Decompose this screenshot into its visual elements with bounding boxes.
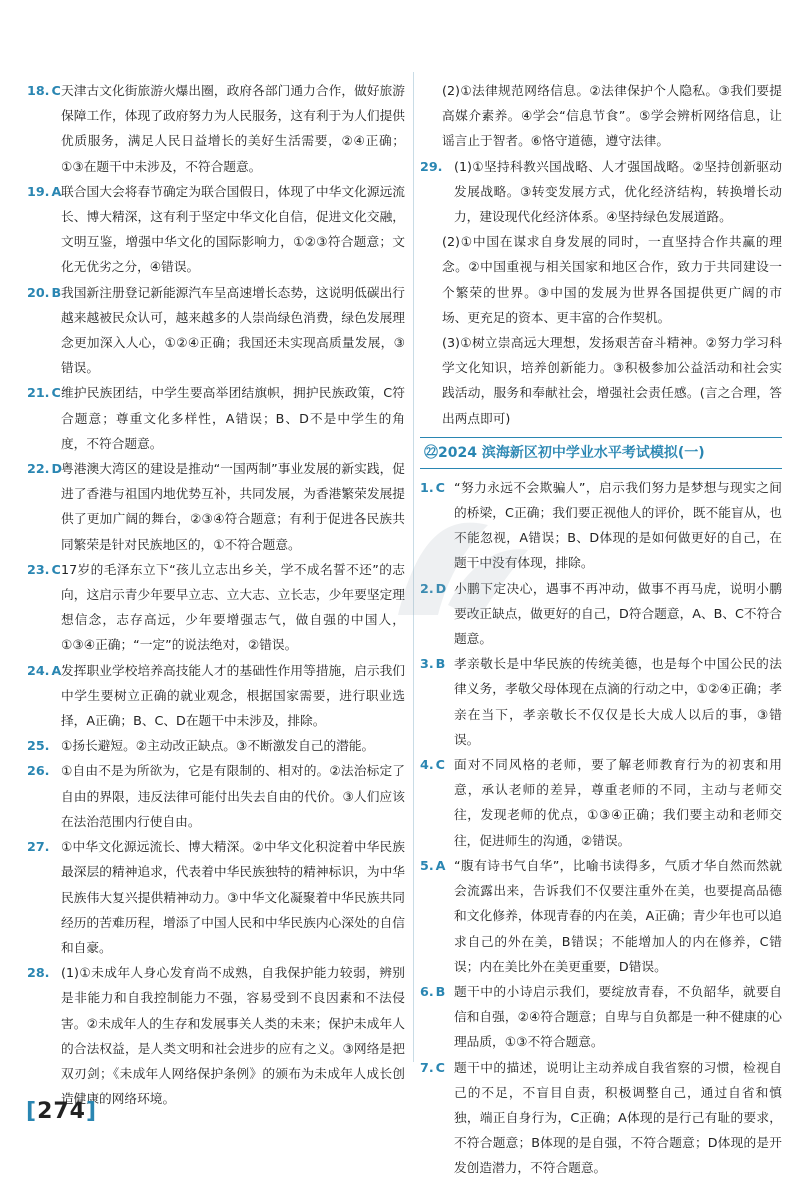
- answer-choice: A: [51, 662, 62, 678]
- answer-item-continued: [420, 330, 782, 431]
- answer-text: “腹有诗书气自华”，比喻书读得多，气质才华自然而然就会流露出来，告诉我们不仅要注重外在美，也要提高品德和文化修养，体现青春的内在美，A正确；青少年也可以追求自己的外在美，B错误；不能增加人的内在修养，C错误；内在美比外在美更重要，D错误。: [454, 857, 782, 974]
- answer-item: [420, 651, 782, 752]
- answer-choice: A: [51, 183, 62, 199]
- answer-choice: B: [435, 983, 446, 999]
- answer-choice: B: [435, 656, 446, 672]
- question-number: 18. C: [27, 83, 61, 98]
- answer-text: 题干中的描述，说明让主动养成自我省察的习惯，检视自己的不足，不盲目自责，积极调整自己，通过自省和慎独，端正自身行为，C正确；A体现的是行己有耻的要求，不符合题意；B体现的是自强，不符合题意；D体现的是开发创造潜力，不符合题意。: [454, 1059, 782, 1176]
- answer-item: [27, 834, 405, 960]
- answer-choice: C: [435, 1059, 445, 1075]
- answer-item: [27, 280, 405, 381]
- answer-text: (1)①未成年人身心发育尚不成熟，自我保护能力较弱，辨别是非能力和自我控制能力不强，容易受到不良因素和不法侵害。②未成年人的生存和发展事关人类的未来；保护未成年人的合法权益，是人类文明和社会进步的应有之义。③网络是把双刃剑；《未成年人网络保护条例》的颁布为未成年人成长创造健康的网络环境。: [61, 965, 405, 1107]
- answer-choice: D: [51, 461, 63, 477]
- answer-text: “努力永远不会欺骗人”，启示我们努力是梦想与现实之间的桥梁，C正确；我们要正视他人的评价，既不能盲从，也不能忽视，A错误；B、D体现的是如何做更好的自己，在题干中没有体现，排除。: [454, 479, 782, 571]
- question-number: 21. C: [27, 385, 61, 401]
- question-number: 19. A: [27, 183, 62, 199]
- question-number: 1. C: [420, 479, 445, 495]
- question-number: 4. C: [420, 757, 445, 773]
- answer-text: 17岁的毛泽东立下“孩儿立志出乡关，学不成名誓不还”的志向，这启示青少年要早立志、立大志、立长志，少年要坚定理想信念，志存高远，少年要增强志气，做自强的中国人，①③④正确；“一定”的说法绝对，②错误。: [61, 561, 405, 653]
- question-number: 20. B: [27, 284, 62, 300]
- answer-item: [27, 758, 405, 834]
- answer-text: 题干中的小诗启示我们，要绽放青春，不负韶华，就要自信和自强，②④符合题意；自卑与自负都是一种不健康的心理品质，①③不符合题意。: [454, 983, 782, 1050]
- question-number: 3. B: [420, 656, 446, 672]
- answer-choice: B: [51, 284, 62, 300]
- question-number: 25.: [27, 738, 50, 754]
- question-number: 6. B: [420, 983, 446, 999]
- question-number: 29.: [420, 158, 443, 174]
- answer-choice: C: [435, 479, 445, 495]
- answer-item: [420, 752, 782, 853]
- answer-item: [27, 380, 405, 456]
- answer-text: 孝亲敬长是中华民族的传统美德，也是每个中国公民的法律义务，孝敬父母体现在点滴的行动之中，①②④正确；孝亲在当下，孝亲敬长不仅仅是长大成人以后的事，③错误。: [454, 656, 782, 747]
- answer-item-continued: [420, 78, 782, 154]
- answer-choice: C: [435, 757, 445, 773]
- answer-item: [420, 475, 782, 576]
- answer-item-continued: [420, 229, 782, 330]
- answer-text: 维护民族团结，中学生要高举团结旗帜，拥护民族政策，C符合题意；尊重文化多样性，A错误；B、D不是中学生的角度，不符合题意。: [61, 385, 405, 451]
- answer-text: 联合国大会将春节确定为联合国假日，体现了中华文化源远流长、博大精深，这有利于坚定中华文化自信，促进文化交融，文明互鉴，增强中华文化的国际影响力，①②③符合题意；文化无优劣之分，④错误。: [61, 183, 405, 275]
- answer-text: (3)①树立崇高远大理想，发扬艰苦奋斗精神。②努力学习科学文化知识，培养创新能力。③积极参加公益活动和社会实践活动，服务和奉献社会，增强社会责任感。(言之合理，答出两点即可): [442, 335, 782, 426]
- answer-text: (2)①中国在谋求自身发展的同时，一直坚持合作共赢的理念。②中国重视与相关国家和地区合作，致力于共同建设一个繁荣的世界。③中国的发展为世界各国提供更广阔的市场、更充足的资本、更丰富的合作契机。: [442, 234, 782, 325]
- question-number: 26.: [27, 763, 50, 779]
- right-column: [420, 78, 782, 1181]
- answer-item: [27, 557, 405, 658]
- answer-text: 天津古文化街旅游火爆出圈，政府各部门通力合作，做好旅游保障工作，体现了政府努力为人民服务，这有利于为人们提供优质服务，满足人民日益增长的美好生活需要，②④正确；①③在题干中未涉及，不符合题意。: [61, 83, 405, 174]
- question-number: 5. A: [420, 857, 446, 873]
- answer-choice: C: [51, 83, 61, 98]
- page-number: [274]: [26, 1099, 98, 1124]
- answer-choice: C: [51, 385, 61, 401]
- answer-text: (1)①坚持科教兴国战略、人才强国战略。②坚持创新驱动发展战略。③转变发展方式，优化经济结构，转换增长动力，建设现代化经济体系。④坚持绿色发展道路。: [454, 158, 782, 225]
- answer-text: 发挥职业学校培养高技能人才的基础性作用等措施，启示我们中学生要树立正确的就业观念，根据国家需要，进行职业选择，A正确；B、C、D在题干中未涉及，排除。: [61, 662, 405, 729]
- answer-choice: A: [435, 857, 446, 873]
- answer-item: [27, 179, 405, 280]
- question-number: 7. C: [420, 1059, 445, 1075]
- answer-item: [27, 456, 405, 557]
- section-title: ㉒2024 滨海新区初中学业水平考试模拟(一): [420, 437, 782, 469]
- question-number: 2. D: [420, 580, 447, 596]
- answer-text: 我国新注册登记新能源汽车呈高速增长态势，这说明低碳出行越来越被民众认可，越来越多的人崇尚绿色消费，绿色发展理念更加深入人心，①②④正确；我国还未实现高质量发展，③错误。: [61, 284, 405, 376]
- answer-item: [420, 1055, 782, 1181]
- answer-text: ①中华文化源远流长、博大精深。②中华文化积淀着中华民族最深层的精神追求，代表着中华民族独特的精神标识，为中华民族伟大复兴提供精神动力。③中华文化凝聚着中华民族共同经历的苦难历程，增添了中国人民和中华民族内心深处的自信和自豪。: [61, 839, 405, 955]
- answer-text: ①扬长避短。②主动改正缺点。③不断激发自己的潜能。: [61, 738, 375, 754]
- answer-item: [420, 979, 782, 1055]
- answer-choice: D: [435, 580, 447, 596]
- question-number: 23. C: [27, 561, 61, 577]
- answer-item: [27, 960, 405, 1111]
- answer-item: [420, 154, 782, 230]
- question-number: 22. D: [27, 461, 63, 477]
- answer-item: [420, 576, 782, 652]
- answer-item: [27, 658, 405, 734]
- answer-item: [420, 853, 782, 979]
- answer-text: 小鹏下定决心，遇事不再冲动，做事不再马虎，说明小鹏要改正缺点，做更好的自己，D符合题意，A、B、C不符合题意。: [454, 580, 782, 647]
- question-number: 27.: [27, 839, 50, 855]
- answer-item: [27, 78, 405, 179]
- answer-item: [27, 733, 405, 758]
- answer-text: 面对不同风格的老师，要了解老师教育行为的初衷和用意，承认老师的差异，尊重老师的不同，主动与老师交往，发现老师的优点，①③④正确；我们要主动和老师交往，促进师生的沟通，②错误。: [454, 757, 782, 848]
- question-number: 28.: [27, 965, 50, 981]
- answer-text: ①自由不是为所欲为，它是有限制的、相对的。②法治标定了自由的界限，违反法律可能付出失去自由的代价。③人们应该在法治范围内行使自由。: [61, 763, 405, 829]
- left-column: [27, 78, 405, 1111]
- answer-text: 粤港澳大湾区的建设是推动“一国两制”事业发展的新实践，促进了香港与祖国内地优势互补，共同发展，为香港繁荣发展提供了更加广阔的舞台，②③④符合题意；有利于促进各民族共同繁荣是针对民族地区的，①不符合题意。: [61, 461, 405, 552]
- answer-text: (2)①法律规范网络信息。②法律保护个人隐私。③我们要提高媒介素养。④学会“信息节食”。⑤学会辨析网络信息，让谣言止于智者。⑥恪守道德，遵守法律。: [442, 83, 782, 149]
- question-number: 24. A: [27, 662, 62, 678]
- answer-choice: C: [51, 561, 61, 577]
